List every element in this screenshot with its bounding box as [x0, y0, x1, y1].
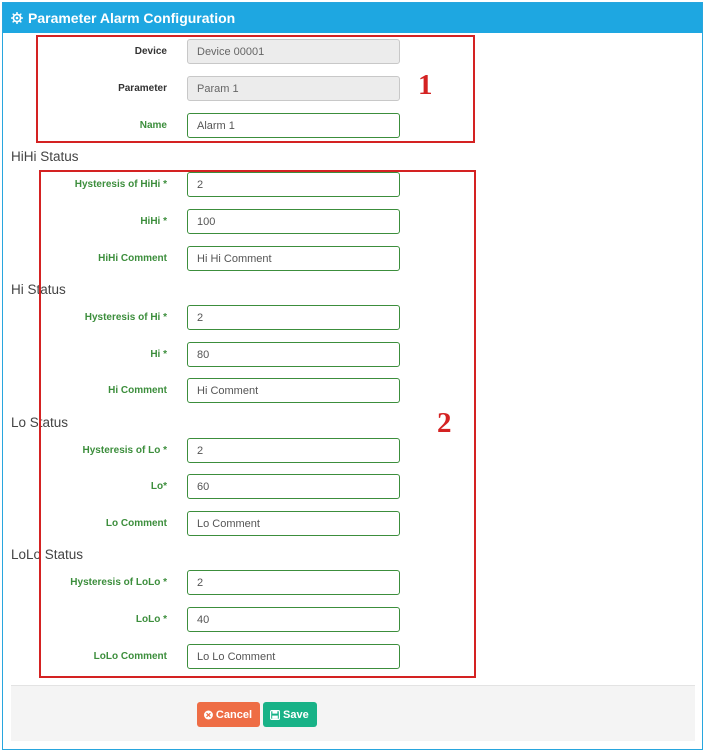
lo-value-row — [3, 474, 704, 500]
floppy-disk-icon — [270, 710, 280, 720]
cancel-button-label: Cancel — [215, 708, 252, 721]
lo-section-title: Lo Status — [11, 415, 69, 430]
hi-comment-label: Hi Comment — [108, 385, 167, 396]
lo-comment-field[interactable] — [187, 511, 400, 536]
lo-hysteresis-label: Hysteresis of Lo * — [82, 445, 167, 456]
hihi-hysteresis-label: Hysteresis of HiHi * — [74, 179, 167, 190]
save-button-label: Save — [283, 708, 309, 721]
name-row — [3, 113, 704, 139]
gear-icon — [11, 12, 23, 24]
annotation-label-2: 2 — [437, 407, 452, 439]
lolo-hysteresis-field[interactable] — [187, 570, 400, 595]
cancel-button[interactable] — [197, 702, 260, 727]
alarm-config-panel — [2, 2, 703, 750]
hihi-value-field[interactable] — [187, 209, 400, 234]
hihi-comment-label: HiHi Comment — [98, 253, 167, 264]
hihi-value-label: HiHi * — [140, 216, 167, 227]
form-footer — [11, 685, 695, 741]
device-row — [3, 39, 704, 65]
hi-hysteresis-field[interactable] — [187, 305, 400, 330]
cancel-icon — [204, 710, 213, 720]
lolo-comment-label: LoLo Comment — [93, 651, 167, 662]
hi-value-label: Hi * — [150, 349, 167, 360]
parameter-label: Parameter — [118, 83, 167, 94]
panel-header — [3, 3, 702, 33]
lolo-section-title: LoLo Status — [11, 547, 84, 562]
hi-value-field[interactable] — [187, 342, 400, 367]
lo-hysteresis-row — [3, 438, 704, 464]
name-field[interactable] — [187, 113, 400, 138]
hihi-hysteresis-field[interactable] — [187, 172, 400, 197]
device-field[interactable] — [187, 39, 400, 64]
hihi-section-title: HiHi Status — [11, 149, 79, 164]
lo-value-field[interactable] — [187, 474, 400, 499]
lolo-comment-field[interactable] — [187, 644, 400, 669]
parameter-field[interactable] — [187, 76, 400, 101]
lolo-value-label: LoLo * — [135, 614, 167, 625]
hihi-comment-row — [3, 246, 704, 272]
save-button[interactable] — [263, 702, 317, 727]
hi-comment-field[interactable] — [187, 378, 400, 403]
lolo-hysteresis-label: Hysteresis of LoLo * — [70, 577, 167, 588]
hi-comment-row — [3, 378, 704, 404]
lo-comment-label: Lo Comment — [105, 518, 167, 529]
hi-hysteresis-label: Hysteresis of Hi * — [84, 312, 167, 323]
device-label: Device — [134, 46, 167, 57]
hihi-value-row — [3, 209, 704, 235]
lolo-value-row — [3, 607, 704, 633]
panel-title: Parameter Alarm Configuration — [28, 10, 236, 26]
hihi-hysteresis-row — [3, 172, 704, 198]
hi-section-title: Hi Status — [11, 282, 66, 297]
annotation-label-1: 1 — [418, 69, 433, 101]
lo-hysteresis-field[interactable] — [187, 438, 400, 463]
name-label: Name — [139, 120, 167, 131]
lolo-comment-row — [3, 644, 704, 670]
lo-comment-row — [3, 511, 704, 537]
hi-value-row — [3, 342, 704, 368]
lolo-hysteresis-row — [3, 570, 704, 596]
parameter-row — [3, 76, 704, 102]
lolo-value-field[interactable] — [187, 607, 400, 632]
lo-value-label: Lo* — [150, 481, 167, 492]
hihi-comment-field[interactable] — [187, 246, 400, 271]
hi-hysteresis-row — [3, 305, 704, 331]
